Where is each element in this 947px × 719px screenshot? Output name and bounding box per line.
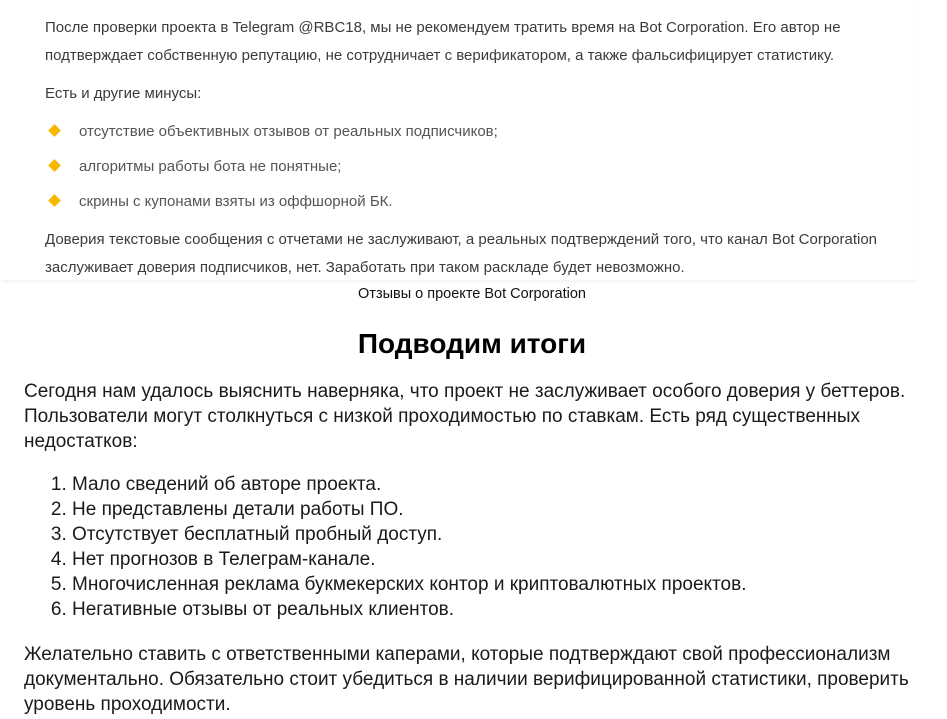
section-title: Подводим итоги xyxy=(357,328,587,359)
list-item: 2. Не представлены детали работы ПО. xyxy=(72,497,746,522)
list-item xyxy=(45,153,498,188)
list-item-text: алгоритмы работы бота не понятные; xyxy=(79,158,342,175)
intro-paragraph: Сегодня нам удалось выяснить наверняка, что проект не заслуживает особого доверия у беттеров. Пользователи могут столкнуться с низкой проходимостью по ставкам. Есть ряд существенных недостатков: xyxy=(24,381,906,452)
list-item: 3. Отсутствует бесплатный пробный доступ. xyxy=(72,522,746,547)
review-paragraph-verdict: После проверки проекта в Telegram @RBC18, мы не рекомендуем тратить время на Bot Corporation. Его автор не подтверждает собственную репутацию, не сотрудничает с верификатором, а также фальсифицирует статистику. xyxy=(45,19,841,64)
list-item xyxy=(45,188,498,223)
list-item-text: скрины с купонами взяты из оффшорной БК. xyxy=(79,193,393,210)
diamond-bullet-icon xyxy=(48,159,61,172)
review-minuses-list xyxy=(45,118,498,223)
review-paragraph-minuses-intro: Есть и другие минусы: xyxy=(45,85,202,102)
image-caption: Отзывы о проекте Bot Corporation xyxy=(358,286,586,302)
diamond-bullet-icon xyxy=(48,124,61,137)
list-item-text: отсутствие объективных отзывов от реальных подписчиков; xyxy=(79,123,498,140)
issues-list xyxy=(24,472,746,622)
review-paragraph-conclusion: Доверия текстовые сообщения с отчетами не заслуживают, а реальных подтверждений того, что канал Bot Corporation заслуживает доверия подписчиков, нет. Заработать при таком раскладе будет невозможно. xyxy=(45,231,878,276)
list-item: 4. Нет прогнозов в Телеграм-канале. xyxy=(72,547,746,572)
list-item: 5. Многочисленная реклама букмекерских контор и криптовалютных проектов. xyxy=(72,572,746,597)
list-item: 1. Мало сведений об авторе проекта. xyxy=(72,472,746,497)
diamond-bullet-icon xyxy=(48,194,61,207)
conclusion-paragraph: Желательно ставить с ответственными каперами, которые подтверждают свой профессионализм документально. Обязательно стоит убедиться в наличии верифицированной статистики, проверить уровень проходимости. xyxy=(24,644,909,715)
list-item: 6. Негативные отзывы от реальных клиентов. xyxy=(72,597,746,622)
review-screenshot-image xyxy=(0,0,918,280)
list-item xyxy=(45,118,498,153)
